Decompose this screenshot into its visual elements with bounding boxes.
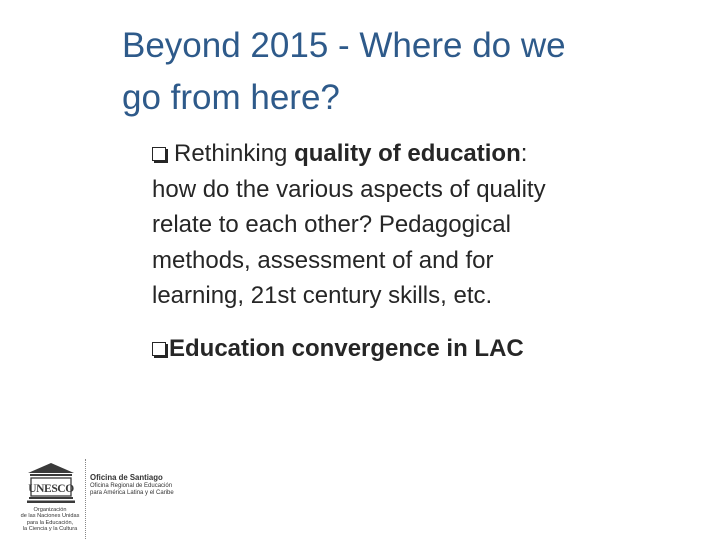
bullet-line: how do the various aspects of quality: [152, 175, 546, 203]
bullet-bold-text: Education convergence in LAC: [169, 334, 524, 362]
bullet-item-convergence: [152, 331, 672, 367]
bullet-line: learning, 21st century skills, etc.: [152, 282, 493, 309]
office-subtitle-line: para América Latina y el Caribe: [90, 490, 174, 497]
slide-title-line-1: Beyond 2015 - Where do we: [122, 26, 566, 65]
slide-title-line-2: go from here?: [122, 78, 340, 117]
office-block: [90, 473, 174, 498]
bullet-tail-text: :: [520, 140, 528, 167]
slide-title: [122, 20, 682, 124]
bullet-bold-text: quality of education: [294, 140, 521, 167]
unesco-logo: [10, 457, 250, 540]
unesco-temple-icon: [26, 461, 76, 505]
bullet-lead-text: Rethinking: [174, 140, 288, 167]
bullet-line: [152, 136, 672, 172]
unesco-wordmark: UNESCO: [28, 483, 74, 495]
office-name: Oficina de Santiago: [90, 473, 163, 482]
bullet-line: [152, 331, 672, 367]
bullet-item-quality: [152, 136, 672, 314]
bullet-list: [152, 136, 672, 366]
office-subtitle-line: Oficina Regional de Educación: [90, 483, 173, 489]
square-bullet-icon: [152, 147, 166, 161]
bullet-line: relate to each other? Pedagogical: [152, 211, 511, 238]
square-bullet-icon: [152, 342, 166, 356]
bullet-line: methods, assessment of and for: [152, 246, 494, 274]
unesco-caption: Organización de las Naciones Unidas para la Educación, la Ciencia y la Cultura: [20, 507, 80, 533]
logo-divider: [85, 459, 86, 539]
